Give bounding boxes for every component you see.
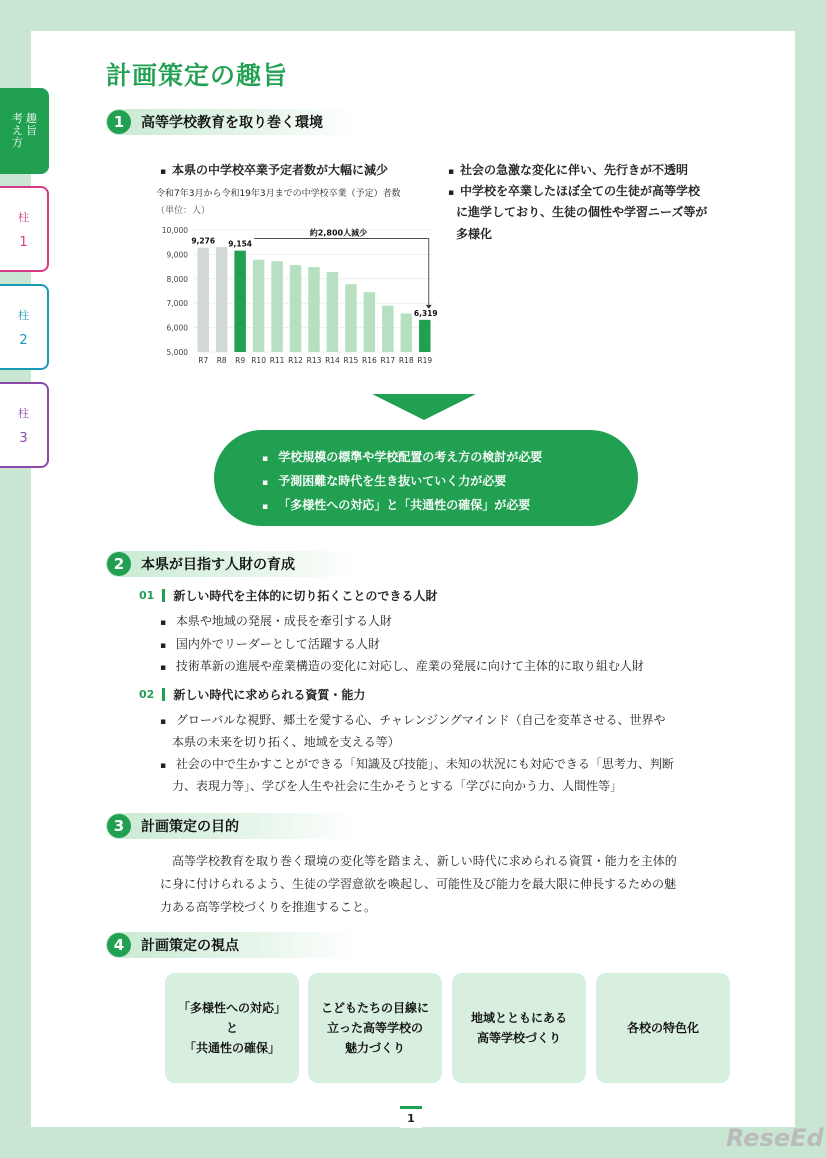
- x-tick-label: R9: [235, 356, 246, 365]
- y-tick-label: 5,000: [166, 348, 188, 357]
- subsection-bar: [162, 589, 165, 602]
- subsection-01-header: [139, 587, 437, 604]
- chart-annotation: 約2,800人減少: [309, 228, 368, 238]
- tab-pillar-3-number: 3: [19, 430, 28, 446]
- bar-R8: [216, 247, 227, 352]
- section-4-header: [106, 932, 356, 958]
- enrollment-chart: [150, 220, 440, 370]
- x-tick-label: R8: [216, 356, 227, 365]
- section-3-header: [106, 813, 356, 839]
- page-title: 計画策定の趣旨: [106, 61, 289, 90]
- section-3-number: 3: [107, 814, 131, 838]
- purpose-line: 高等学校教育を取り巻く環境の変化等を踏まえ、新しい時代に求められる資質・能力を主体的: [172, 854, 677, 868]
- x-tick-label: R11: [269, 356, 285, 365]
- conclusion-item: ▪ 「多様性への対応」と「共通性の確保」が必要: [262, 498, 531, 512]
- list-item: ▪ 技術革新の進展や産業構造の変化に対応し、産業の発展に向けて主体的に取り組む人財: [160, 659, 644, 673]
- bar-R11: [271, 261, 282, 352]
- x-tick-label: R17: [380, 356, 396, 365]
- bar-R12: [290, 265, 301, 352]
- x-tick-label: R16: [362, 356, 377, 365]
- chart-subtitle: 令和7年3月から令和19年3月までの中学校卒業（予定）者数: [156, 189, 401, 199]
- tab-label-vertical: 趣 旨 考 え 方: [12, 112, 37, 149]
- bar-R13: [308, 267, 319, 352]
- viewpoint-card-specialization: 各校の特色化: [596, 973, 730, 1083]
- bar-R18: [401, 313, 412, 352]
- list-item: ▪ 本県や地域の発展・成長を牽引する人財: [160, 614, 392, 628]
- bar-R10: [253, 260, 264, 352]
- viewpoint-card-community: 地域とともにある 高等学校づくり: [452, 973, 586, 1083]
- bar-R19: [419, 320, 430, 352]
- section-2-header: [106, 551, 356, 577]
- x-tick-label: R18: [398, 356, 414, 365]
- bar-chart-svg: [150, 220, 440, 370]
- viewpoint-card-children: こどもたちの目線に 立った高等学校の 魅力づくり: [308, 973, 442, 1083]
- y-tick-label: 8,000: [166, 274, 188, 284]
- data-label-R7: 9,276: [191, 236, 216, 246]
- tab-pillar-1[interactable]: [0, 186, 49, 272]
- list-item: ▪ 国内外でリーダーとして活躍する人財: [160, 637, 380, 651]
- x-tick-label: R19: [417, 356, 433, 365]
- section-1-number: 1: [107, 110, 131, 134]
- chart-heading: ▪ 本県の中学校卒業予定者数が大幅に減少: [160, 163, 389, 177]
- section-2-number: 2: [107, 552, 131, 576]
- section-2-title: 本県が目指す人財の育成: [141, 557, 295, 573]
- subsection-02-number: 02: [139, 688, 155, 701]
- section-3-title: 計画策定の目的: [141, 819, 239, 835]
- y-tick-label: 7,000: [166, 299, 188, 309]
- purpose-line: に身に付けられるよう、生徒の学習意欲を喚起し、可能性及び能力を最大限に伸長するための魅: [160, 877, 677, 891]
- tab-pillar-2-number: 2: [19, 332, 28, 348]
- chart-unit: （単位：人）: [156, 206, 211, 216]
- purpose-line: 力ある高等学校づくりを推進すること。: [160, 900, 377, 914]
- section-4-title: 計画策定の視点: [141, 938, 239, 954]
- subsection-01-number: 01: [139, 589, 155, 602]
- x-tick-label: R13: [306, 356, 322, 365]
- x-tick-label: R14: [325, 356, 340, 365]
- subsection-bar: [162, 688, 165, 701]
- section-1-header: [106, 109, 356, 135]
- subsection-02-title: 新しい時代に求められる資質・能力: [173, 688, 366, 702]
- site-logo: ReseEd: [726, 1124, 824, 1152]
- x-tick-label: R12: [288, 356, 303, 365]
- bar-R9: [234, 251, 245, 352]
- list-item: ▪ グローバルな視野、郷土を愛する心、チャレンジングマインド（自己を変革させる、世界や: [160, 713, 666, 727]
- y-tick-label: 6,000: [166, 323, 188, 333]
- right-bullet-2-cont: に進学しており、生徒の個性や学習ニーズ等が: [456, 205, 708, 219]
- tab-pillar-1-label: 柱: [18, 210, 29, 224]
- tab-pillar-2[interactable]: [0, 284, 49, 370]
- bar-R14: [327, 272, 338, 352]
- data-label-R19: 6,319: [413, 308, 438, 318]
- list-item: ▪ 社会の中で生かすことができる「知識及び技能」、未知の状況にも対応できる「思考力、判断: [160, 757, 674, 771]
- tab-pillar-1-number: 1: [19, 234, 28, 250]
- section-4-number: 4: [107, 933, 131, 957]
- conclusion-item: ▪ 予測困難な時代を生き抜いていく力が必要: [262, 474, 507, 488]
- viewpoint-card-diversity: 「多様性への対応」 と 「共通性の確保」: [165, 973, 299, 1083]
- bar-R17: [382, 306, 393, 352]
- conclusion-item: ▪ 学校規模の標準や学校配置の考え方の検討が必要: [262, 450, 543, 464]
- right-bullet-2-cont2: 多様化: [456, 227, 493, 241]
- conclusion-box: [214, 430, 638, 526]
- y-tick-label: 10,000: [161, 226, 188, 235]
- data-label-R9: 9,154: [228, 239, 253, 249]
- x-tick-label: R10: [251, 356, 266, 365]
- tab-pillar-3[interactable]: [0, 382, 49, 468]
- tab-purpose-policy[interactable]: [0, 88, 49, 174]
- right-bullet-2: ▪ 中学校を卒業したほぼ全ての生徒が高等学校: [448, 184, 701, 198]
- x-tick-label: R7: [198, 356, 209, 365]
- subsection-01-title: 新しい時代を主体的に切り拓くことのできる人財: [173, 589, 438, 603]
- page-number: 1: [400, 1106, 422, 1128]
- right-bullet-1: ▪ 社会の急激な変化に伴い、先行きが不透明: [448, 163, 689, 177]
- bar-R16: [364, 292, 375, 352]
- x-tick-label: R15: [343, 356, 359, 365]
- bar-R15: [345, 284, 356, 352]
- list-item-cont: 本県の未来を切り拓く、地域を支える等）: [172, 735, 400, 749]
- tab-pillar-3-label: 柱: [18, 406, 29, 420]
- y-tick-label: 9,000: [166, 250, 188, 260]
- down-arrow-icon: [372, 394, 476, 420]
- subsection-02-header: [139, 686, 365, 703]
- bar-R7: [198, 248, 209, 352]
- section-1-title: 高等学校教育を取り巻く環境: [141, 115, 323, 131]
- tab-pillar-2-label: 柱: [18, 308, 29, 322]
- list-item-cont: 力、表現力等」、学びを人生や社会に生かそうとする「学びに向かう力、人間性等」: [172, 779, 623, 793]
